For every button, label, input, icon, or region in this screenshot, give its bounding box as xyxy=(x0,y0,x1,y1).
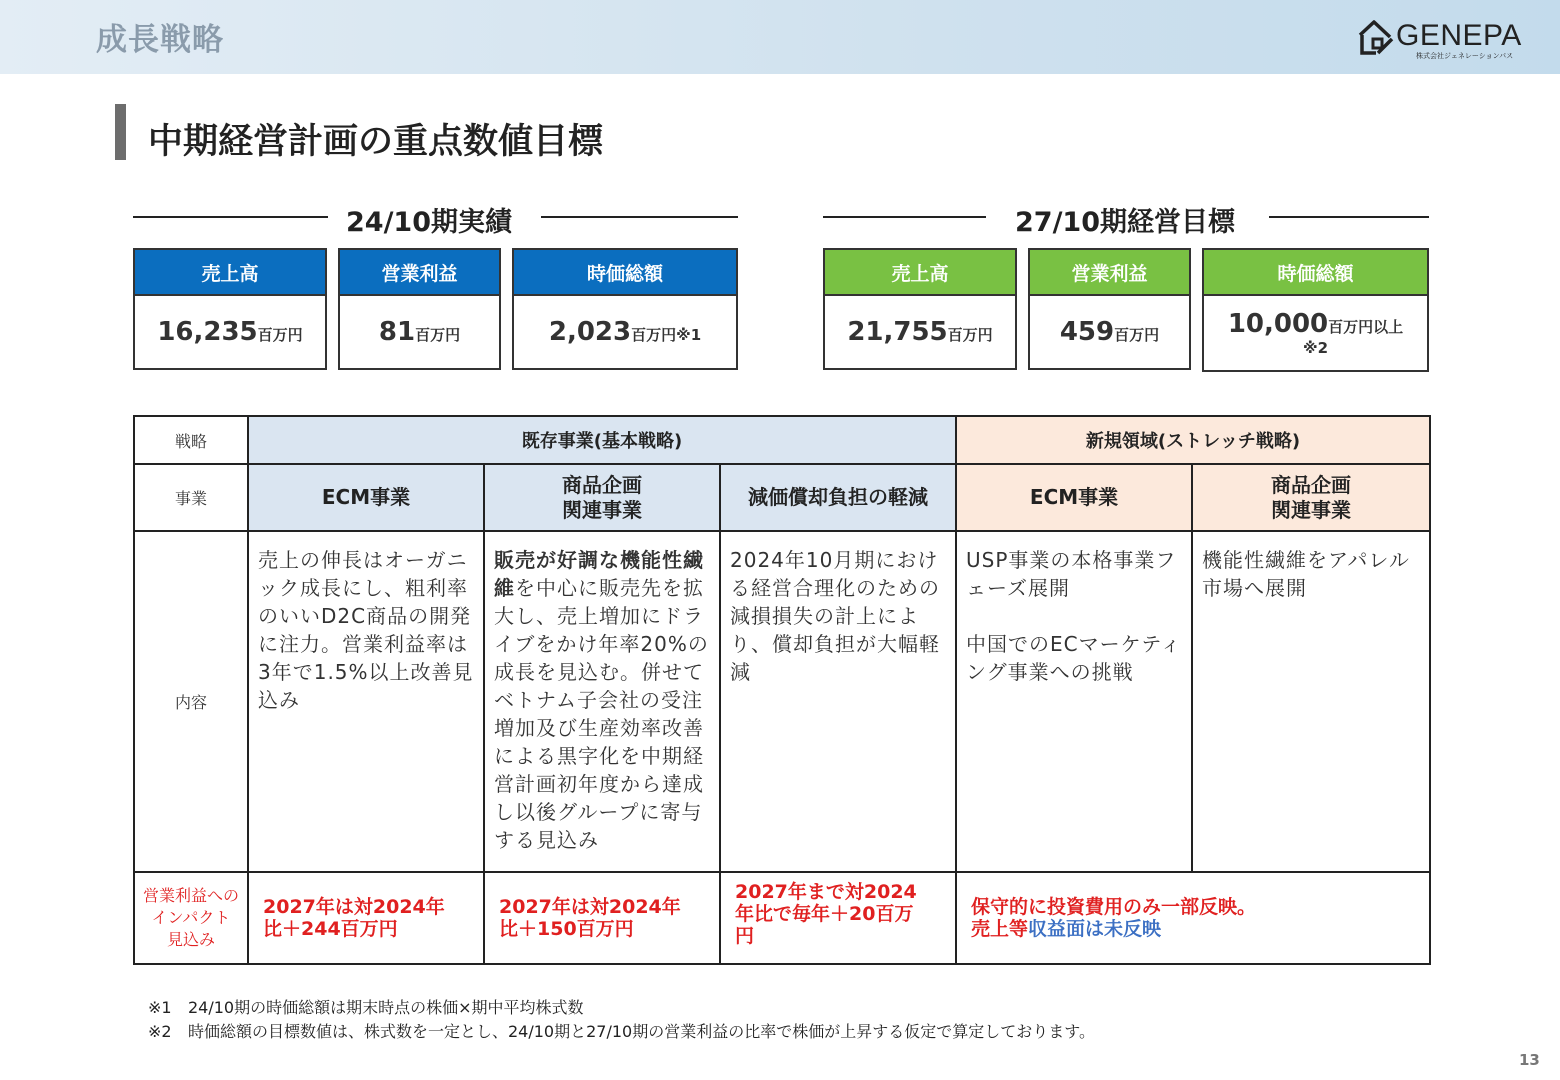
business-depreciation: 減価償却負担の軽減 xyxy=(720,464,956,531)
target-heading-text: 27/10期経営目標 xyxy=(1015,207,1236,238)
strategy-existing: 既存事業(基本戦略) xyxy=(248,416,956,464)
kpi-unit: 百万円 xyxy=(257,326,303,344)
business-ecm-existing: ECM事業 xyxy=(248,464,484,531)
actual-heading-text: 24/10期実績 xyxy=(346,207,513,238)
logo-subtitle: 株式会社ジェネレーションパス xyxy=(1416,52,1514,60)
kpi-unit: 百万円 xyxy=(947,326,993,344)
kpi-value: 2,023 xyxy=(548,317,632,347)
impact-depreciation: 2027年まで対2024 年比で毎年＋20百万 円 xyxy=(720,872,956,964)
table-row xyxy=(134,872,1430,964)
content-ecm-existing: 売上の伸長はオーガニック成長にし、粗利率のいいD2C商品の開発に注力。営業利益率は3年で1.5%以上改善見込み xyxy=(248,531,484,872)
content-ecm-new: USP事業の本格事業フェーズ展開 中国でのECマーケティング事業への挑戦 xyxy=(956,531,1192,872)
kpi-label: 営業利益 xyxy=(340,250,499,296)
kpi-value: 459 xyxy=(1059,317,1115,347)
kpi-label: 時価総額 xyxy=(1204,250,1427,296)
row-label-impact: 営業利益への インパクト 見込み xyxy=(134,872,248,964)
kpi-unit: 百万円※1 xyxy=(631,326,702,344)
company-logo xyxy=(1356,17,1531,61)
kpi-target-sales xyxy=(823,248,1017,370)
business-product-planning-existing: 商品企画 関連事業 xyxy=(484,464,720,531)
kpi-target-operating-profit xyxy=(1028,248,1191,370)
table-row xyxy=(134,531,1430,872)
content-product-planning-existing: 販売が好調な機能性繊維を中心に販売先を拡大し、売上増加にドライブをかけ年率20%の成長を見込む。併せてベトナム子会社の受注増加及び生産効率改善による黒字化を中期経営計画初年度から達成し以後グループに寄与する見込み xyxy=(484,531,720,872)
strategy-new: 新規領域(ストレッチ戦略) xyxy=(956,416,1430,464)
header-band xyxy=(0,0,1560,74)
impact-ecm-existing: 2027年は対2024年 比＋244百万円 xyxy=(248,872,484,964)
footnotes xyxy=(148,996,1095,1044)
heading-line-right xyxy=(541,216,738,218)
kpi-value: 16,235 xyxy=(157,317,258,347)
footnote: ※2 時価総額の目標数値は、株式数を一定とし、24/10期と27/10期の営業利益の比率で株価が上昇する仮定で算定しております。 xyxy=(148,1022,1095,1041)
business-product-planning-new: 商品企画 関連事業 xyxy=(1192,464,1430,531)
kpi-actual-market-cap xyxy=(512,248,738,370)
actual-heading xyxy=(133,196,738,236)
house-logo-icon xyxy=(1356,17,1396,57)
kpi-label: 時価総額 xyxy=(514,250,736,296)
strategy-table xyxy=(133,415,1431,965)
logo-text: GENEPA xyxy=(1396,19,1522,52)
table-row xyxy=(134,416,1430,464)
kpi-target-market-cap xyxy=(1202,248,1429,372)
kpi-label: 売上高 xyxy=(825,250,1015,296)
impact-product-planning-existing: 2027年は対2024年 比＋150百万円 xyxy=(484,872,720,964)
content-depreciation: 2024年10月期における経営合理化のための減損損失の計上により、償却負担が大幅軽減 xyxy=(720,531,956,872)
page-number: 13 xyxy=(1519,1051,1540,1069)
row-label-strategy: 戦略 xyxy=(134,416,248,464)
kpi-unit: 百万円以上 xyxy=(1328,318,1404,336)
business-ecm-new: ECM事業 xyxy=(956,464,1192,531)
heading-line-left xyxy=(823,216,986,218)
kpi-label: 売上高 xyxy=(135,250,325,296)
kpi-unit: 百万円 xyxy=(1114,326,1160,344)
kpi-actual-sales xyxy=(133,248,327,370)
row-label-business: 事業 xyxy=(134,464,248,531)
heading-line-left xyxy=(133,216,328,218)
footnote: ※1 24/10期の時価総額は期末時点の株価×期中平均株式数 xyxy=(148,998,584,1017)
kpi-unit: 百万円 xyxy=(415,326,461,344)
kpi-note: ※2 xyxy=(1302,339,1329,357)
heading-line-right xyxy=(1269,216,1429,218)
target-heading xyxy=(823,196,1429,236)
kpi-value: 81 xyxy=(378,317,416,347)
impact-new-domain: 保守的に投資費用のみ一部反映。 売上等収益面は未反映 xyxy=(956,872,1430,964)
kpi-label: 営業利益 xyxy=(1030,250,1189,296)
content-product-planning-new: 機能性繊維をアパレル市場へ展開 xyxy=(1192,531,1430,872)
kpi-actual-operating-profit xyxy=(338,248,501,370)
kpi-value: 21,755 xyxy=(847,317,948,347)
page-title: 中期経営計画の重点数値目標 xyxy=(148,122,604,162)
table-row xyxy=(134,464,1430,531)
kpi-value: 10,000 xyxy=(1227,309,1329,339)
row-label-content: 内容 xyxy=(134,531,248,872)
section-label: 成長戦略 xyxy=(96,22,224,58)
title-accent-bar xyxy=(115,104,126,160)
